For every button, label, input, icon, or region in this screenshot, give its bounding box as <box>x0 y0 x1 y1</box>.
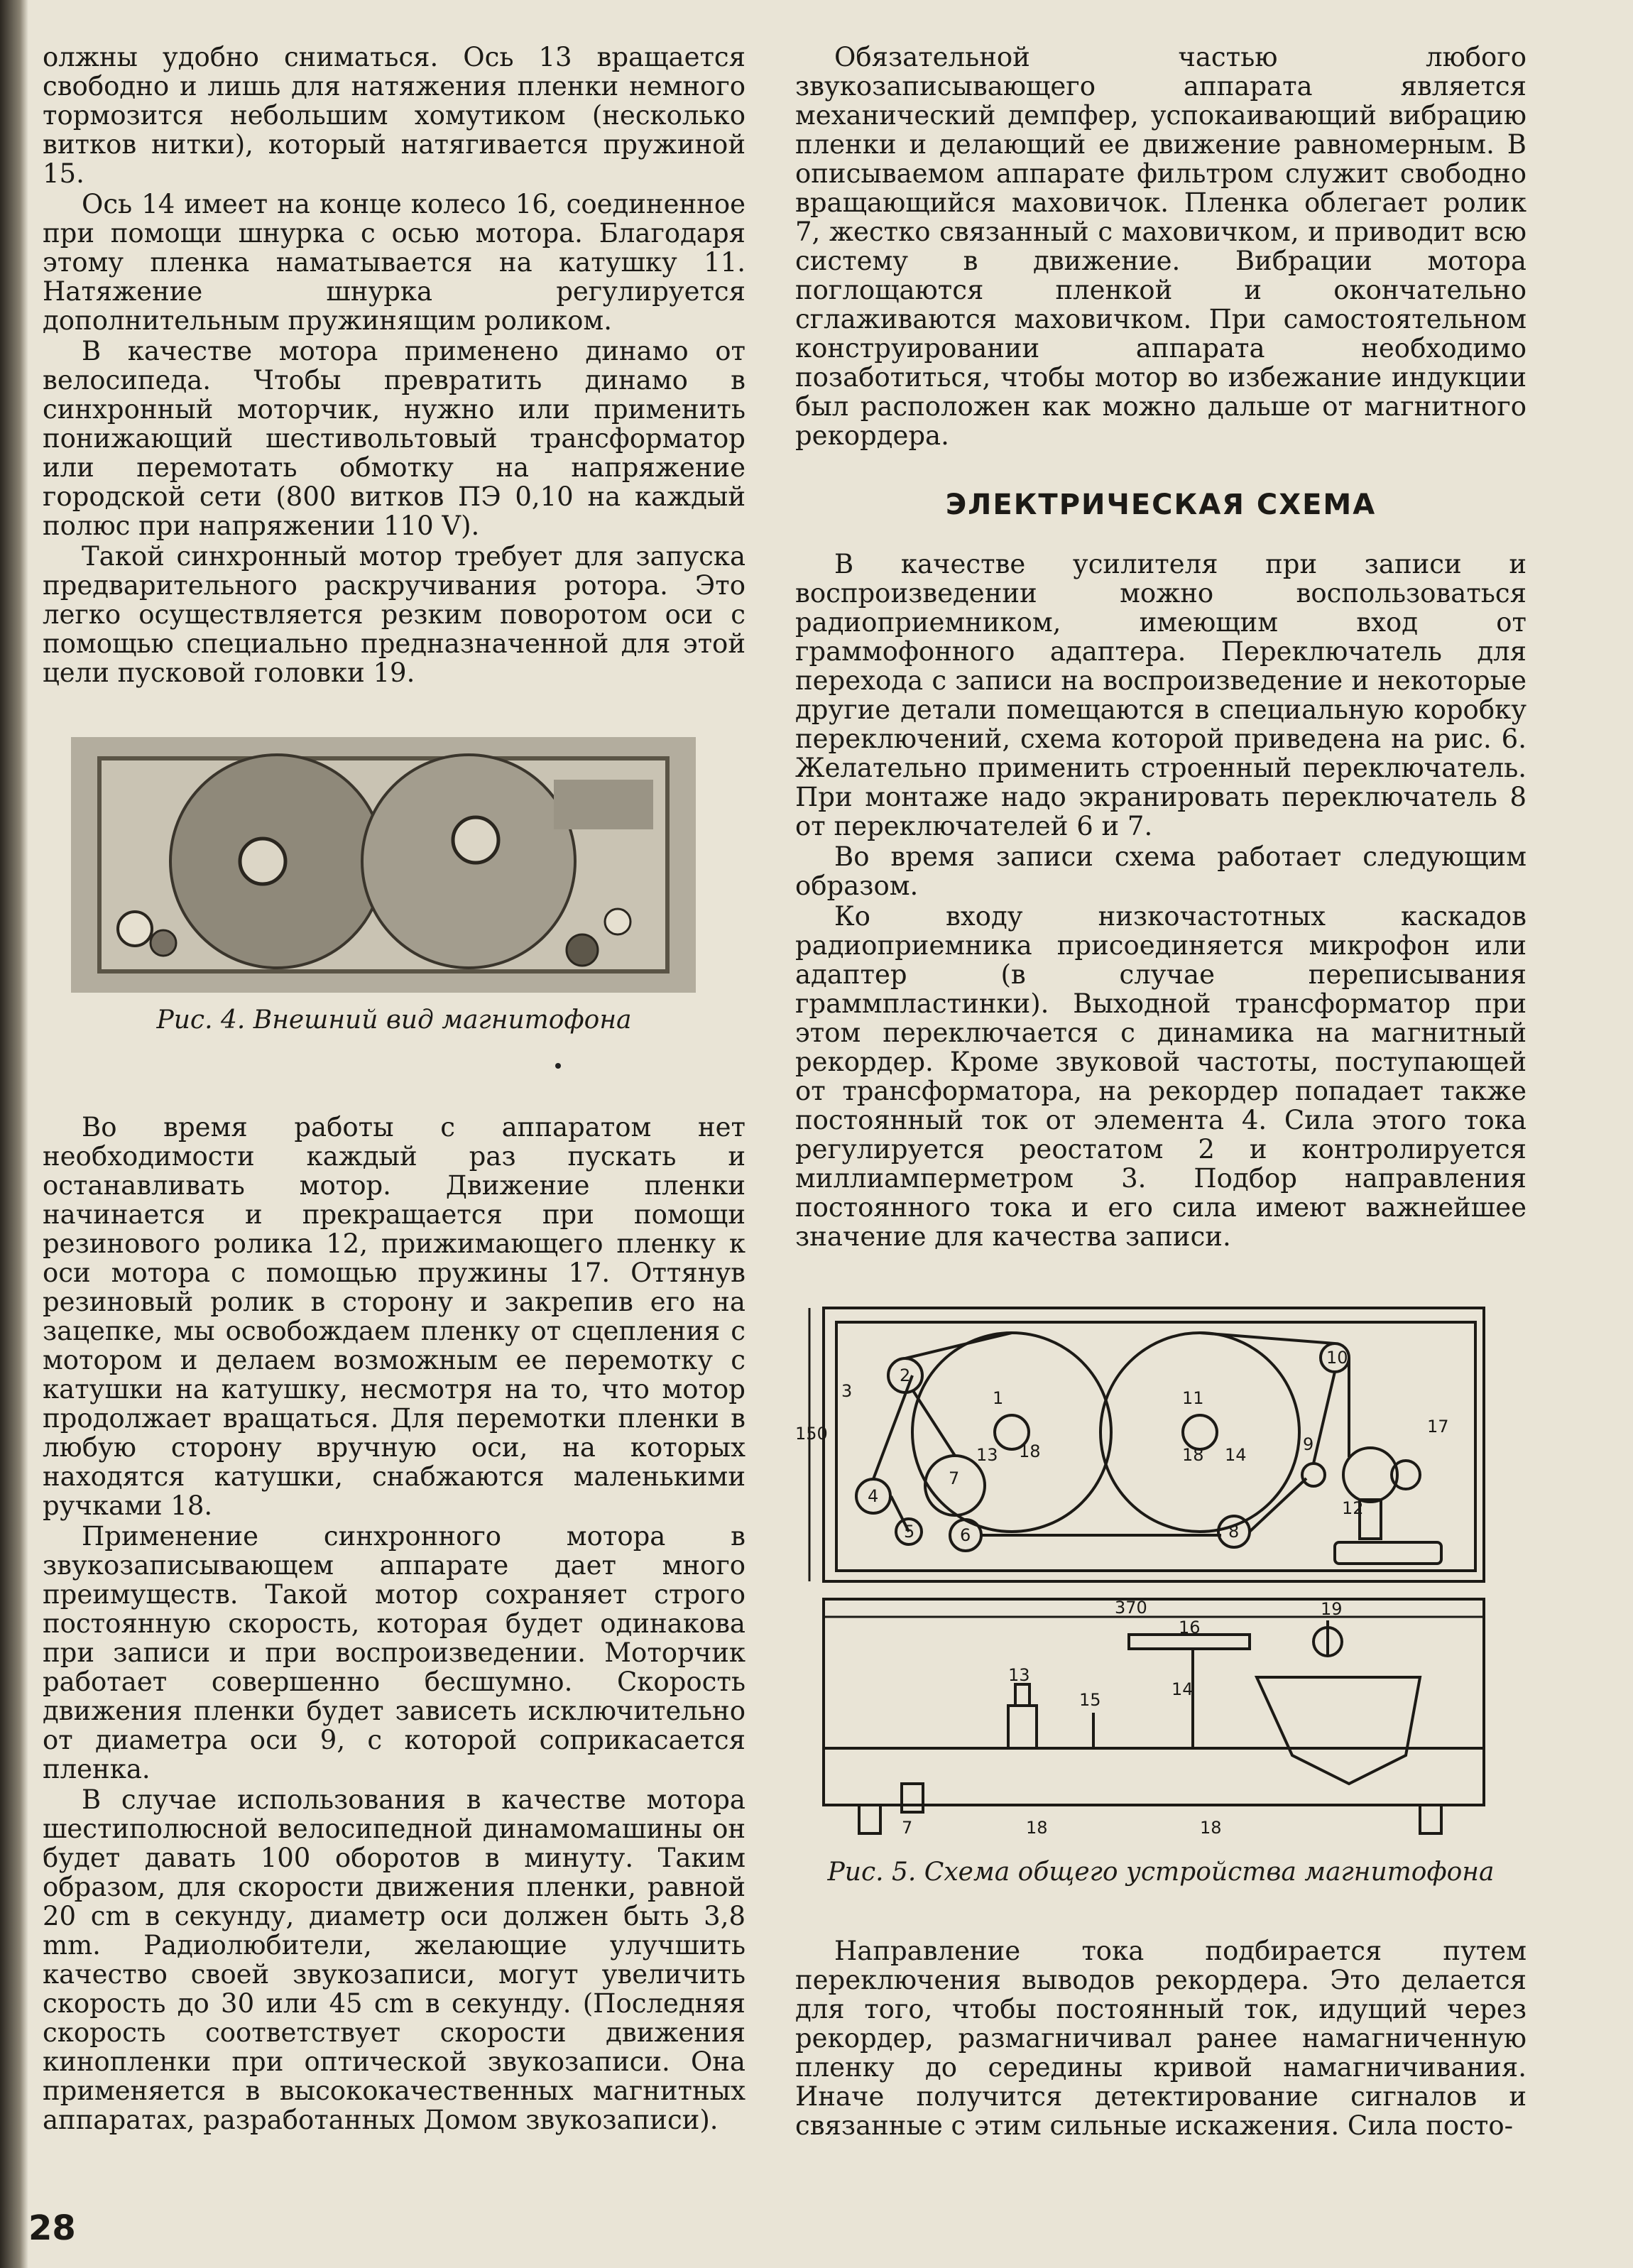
binding-shadow <box>0 0 28 2268</box>
right-paragraph-5: Направление тока подбирается путем переключения выводов рекордера. Это делается для того, чтобы постоянный ток, идущий через рекордер, размагничивал ранее намагниченную пленку до середины кривой намагничивания. Иначе получится детектирование сигналов и связанные с этим сильные искажения. Сила посто- <box>795 1936 1526 2141</box>
dimension-width: 370 <box>1115 1598 1147 1618</box>
label-17: 17 <box>1427 1417 1449 1436</box>
label-3: 3 <box>841 1381 853 1401</box>
figure-5 <box>795 1287 1526 1887</box>
left-paragraph-4: Такой синхронный мотор требует для запуска предварительного раскручивания ротора. Это легко осуществляется резким поворотом оси с помощью специально предназначенной для этой цели пусковой головки 19. <box>43 541 746 688</box>
label-5: 5 <box>904 1522 915 1542</box>
label-18-side-right: 18 <box>1200 1818 1222 1838</box>
right-paragraph-2: В качестве усилителя при записи и воспроизведении можно воспользоваться радиоприемником, имеющим вход от граммофонного адаптера. Переключатель для перехода с записи на воспроизведение и некоторые другие детали помещаются в специальную коробку переключений, схема которой приведена на рис. 6. Желательно применить строенный переключатель. При монтаже надо экранировать переключатель 8 от переключателей 6 и 7. <box>795 549 1526 841</box>
label-18-left: 18 <box>1019 1441 1041 1461</box>
stray-dot <box>555 1063 561 1069</box>
top-view-frame <box>824 1308 1484 1581</box>
label-16: 16 <box>1179 1618 1201 1637</box>
page-number: 28 <box>28 2208 76 2248</box>
label-10: 10 <box>1326 1348 1348 1368</box>
label-8: 8 <box>1228 1522 1240 1542</box>
label-14-side: 14 <box>1172 1679 1194 1699</box>
right-column <box>795 43 1526 2142</box>
recorder-photo <box>71 737 696 993</box>
label-2: 2 <box>900 1365 911 1385</box>
figure-4-caption: Рис. 4. Внешний вид магнитофона <box>156 1005 632 1035</box>
label-14: 14 <box>1225 1445 1247 1465</box>
left-column <box>43 43 746 2136</box>
section-heading: ЭЛЕКТРИЧЕСКАЯ СХЕМА <box>945 489 1377 521</box>
label-1: 1 <box>993 1388 1004 1408</box>
left-paragraph-5: Во время работы с аппаратом нет необходимости каждый раз пускать и останавливать мотор. Движение пленки начинается и прекращается при помощи резинового ролика 12, прижимающего пленку к оси мотора с помощью пружины 17. Оттянув резиновый ролик в сторону и закрепив его на зацепке, мы освобождаем пленку от сцепления с мотором и делаем возможным ее перемотку с катушки на катушку, несмотря на то, что мотор продолжает вращаться. Для перемотки пленки в любую сторону вручную оси, на которых находятся катушки, снабжаются маленькими ручками 18. <box>43 1112 746 1521</box>
figure-4 <box>43 737 746 1035</box>
recorder-schematic <box>795 1287 1526 1855</box>
figure-5-caption: Рис. 5. Схема общего устройства магнитофона <box>827 1858 1495 1887</box>
label-7: 7 <box>949 1468 960 1488</box>
right-paragraph-4: Ко входу низкочастотных каскадов радиоприемника присоединяется микрофон или адаптер (в случае переписывания граммпластинки). Выходной трансформатор при этом переключается с динамика на магнитный рекордер. Кроме звуковой частоты, поступающей от трансформатора, на рекордер попадает также постоянный ток от элемента 4. Сила этого тока регулируется реостатом 2 и контролируется миллиамперметром 3. Подбор направления постоянного тока и его сила имеют важнейшее значение для качества записи. <box>795 901 1526 1252</box>
right-paragraph-3: Во время записи схема работает следующим образом. <box>795 841 1526 901</box>
label-18-right: 18 <box>1182 1445 1204 1465</box>
left-paragraph-3: В качестве мотора применено динамо от велосипеда. Чтобы превратить динамо в синхронный моторчик, нужно или применить понижающий шестивольтовый трансформатор или перемотать обмотку на напряжение городской сети (800 витков ПЭ 0,10 на каждый полюс при напряжении 110 V). <box>43 336 746 541</box>
label-18-side-left: 18 <box>1026 1818 1048 1838</box>
left-reel <box>912 1333 1111 1532</box>
label-19: 19 <box>1321 1599 1343 1619</box>
left-paragraph-1: олжны удобно сниматься. Ось 13 вращается свободно и лишь для натяжения пленки немного тормозится небольшим хомутиком (несколько витков нитки), который натягивается пружиной 15. <box>43 42 746 189</box>
recorder-photo-image <box>71 737 696 993</box>
left-paragraph-7: В случае использования в качестве мотора шестиполюсной велосипедной динамомашины он будет давать 100 оборотов в минуту. Таким образом, для скорости движения пленки, равной 20 cm в секунду, диаметр оси должен быть 3,8 mm. Радиолюбители, желающие улучшить качество своей звукозаписи, могут увеличить скорость до 30 или 45 cm в секунду. (Последняя скорость соответствует скорости движения кинопленки при оптической звукозаписи. Она применяется в высококачественных магнитных аппаратах, разработанных Домом звукозаписи). <box>43 1784 746 2135</box>
left-paragraph-6: Применение синхронного мотора в звукозаписывающем аппарате дает много преимуществ. Такой мотор сохраняет строго постоянную скорость, которая будет одинакова при записи и при воспроизведении. Моторчик работает совершенно бесшумно. Скорость движения пленки будет зависеть исключительно от диаметра оси 9, с которой соприкасается пленка. <box>43 1521 746 1784</box>
dimension-height: 150 <box>795 1424 828 1444</box>
side-view-frame <box>824 1599 1484 1805</box>
label-12: 12 <box>1342 1498 1364 1518</box>
label-13: 13 <box>976 1445 998 1465</box>
label-11: 11 <box>1182 1388 1204 1408</box>
label-15: 15 <box>1079 1690 1101 1710</box>
label-6: 6 <box>960 1525 971 1545</box>
label-13-side: 13 <box>1008 1665 1030 1685</box>
label-4: 4 <box>868 1486 879 1506</box>
label-9: 9 <box>1303 1434 1314 1454</box>
left-paragraph-2: Ось 14 имеет на конце колесо 16, соединенное при помощи шнурка с осью мотора. Благодаря этому пленка наматывается на катушку 11. Натяжение шнурка регулируется дополнительным пружинящим роликом. <box>43 189 746 336</box>
right-reel <box>1100 1333 1299 1532</box>
label-7-side: 7 <box>902 1818 913 1838</box>
right-paragraph-1: Обязательной частью любого звукозаписывающего аппарата является механический демпфер, успокаивающий вибрацию пленки и делающий ее движение равномерным. В описываемом аппарате фильтром служит свободно вращающийся маховичок. Пленка облегает ролик 7, жестко связанный с маховичком, и приводит всю систему в движение. Вибрации мотора поглощаются пленкой и окончательно сглаживаются маховичком. При самостоятельном конструировании аппарата необходимо позаботиться, чтобы мотор во избежание индукции был расположен как можно дальше от магнитного рекордера. <box>795 42 1526 451</box>
